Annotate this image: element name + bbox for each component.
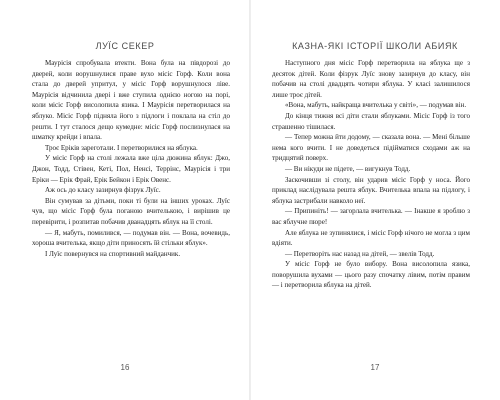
right-running-head: КАЗНА-ЯКІ ІСТОРІЇ ШКОЛИ АБИЯК <box>292 41 458 51</box>
left-running-head: ЛУЇС СЕКЕР <box>95 41 155 51</box>
paragraph: — Тепер можна йти додому, — сказала вона. — Мені більше нема кого вчити. І не доведеться підійматися сходами аж на тридцятий поверх. <box>272 133 470 163</box>
paragraph: Маурісія спробувала втекти. Вона була на півдорозі до дверей, коли ворушнулися праве вухо місіс Горф. Коли вона стала до дверей упритул, у місіс Горф ворушнулося ліве. Маурісія відчинила двері і вже ступила однією ногою на порі, коли місіс Горф висолопила язика. І Маурісія перетворилася на яблуко. Місіс Горф підняла його з підлоги і поклала на стіл до решти. І тут сталося дещо кумедне: місіс Горф послизнулася на шматку крейди і впала. <box>32 59 230 142</box>
paragraph: «Вона, мабуть, найкраща вчителька у світі», — подумав він. <box>285 101 467 110</box>
paragraph: — Ви нікуди не підете, — вигукнув Тодд. <box>285 164 411 173</box>
paragraph: Він сумував за дітьми, поки ті були на інших уроках. Луїс чув, що місіс Горф була поганою вчителькою, і вирішив це перевірити, і розпитав побачив дванадцять яблук на її столі. <box>32 196 230 226</box>
paragraph: Троє Ерікiв зареготали. І перетворилися на яблука. <box>45 143 198 152</box>
paragraph: — Перетворіть нас назад на дітей, — звелів Тодд. <box>285 249 435 258</box>
right-page-number: 17 <box>370 363 380 372</box>
left-body-text <box>32 58 230 259</box>
paragraph: — Припиніть! — загорлала вчителька. — Інакше я зроблю з вас яблучне пюре! <box>272 207 470 226</box>
paragraph: І Луїс повернувся на спортивний майданчик. <box>45 249 181 258</box>
paragraph: У місіс Горф не було вибору. Вона висолопила язика, поворушила вухами — цього разу спочатку лівим, потім правим — і перетворила яблука на дітей. <box>272 260 470 290</box>
paragraph: — Я, мабуть, помилився, — подумав він. — Вона, вочевидь, хороша вчителька, якщо діти приносять їй стільки яблук». <box>32 228 230 248</box>
left-page-number: 16 <box>120 363 130 372</box>
paragraph: До кінця тижня всі діти стали яблуками. Місіс Горф із того страшенно тішилася. <box>272 111 470 131</box>
right-page <box>250 0 500 400</box>
paragraph: Заскочивши зі столу, він ударив місіс Горф у носа. Його приклад наслідувала решта яблук. Вчителька впала на підлогу, і яблука застрибали навколо неї. <box>272 175 470 205</box>
paragraph: Але яблука не зупинялися, і місіс Горф нічого не могла з цим вдіяти. <box>272 228 470 248</box>
paragraph: У місіс Горф на столі лежала вже ціла дюжина яблук: Джо, Джон, Тодд, Стівен, Кеті, Пол, Ненсі, Террінс, Маурісія і три Еріки — Ерік Фрай, Ерік Бейкон і Ерік Овенс. <box>32 154 230 184</box>
paragraph: Наступного дня місіс Горф перетворила на яблука ще з десяток дітей. Коли фізрук Луїс знову зазирнув до класу, він побачив на столі двадцять чотири яблука. У класі залишилося лише троє дітей. <box>272 59 470 99</box>
right-body-text <box>272 58 470 291</box>
paragraph: Аж ось до класу зазирнув фізрук Луїс. <box>45 186 161 195</box>
